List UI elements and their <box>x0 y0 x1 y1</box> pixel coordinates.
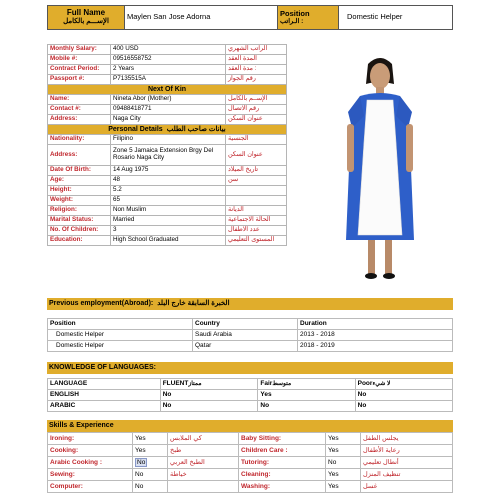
skill-label: Computer: <box>48 481 133 493</box>
position-label-cell <box>278 6 339 30</box>
table-row <box>48 330 453 341</box>
employment-title-bar <box>47 298 453 310</box>
skill-label-ar: الطبخ العربي <box>168 457 239 469</box>
info-row <box>48 166 287 176</box>
info-value: Naga City <box>111 115 226 125</box>
employment-cell: 2018 - 2019 <box>298 341 453 352</box>
language-header-ar: متوسط <box>272 381 292 388</box>
skill-label: Arabic Cooking : <box>48 457 133 469</box>
language-header: LANGUAGE <box>50 380 88 388</box>
skill-label-ar: أنطال تعليمي <box>361 457 453 469</box>
info-value: 48 <box>111 176 226 186</box>
info-label: Passport #: <box>48 75 111 85</box>
info-row <box>48 45 287 55</box>
info-label-ar: الحالة الاجتماعية <box>226 216 287 226</box>
info-value: 3 <box>111 226 226 236</box>
skill-value-text: Yes <box>135 446 146 454</box>
info-label: Date Of Birth: <box>48 166 111 176</box>
info-label-ar <box>226 186 287 196</box>
info-label-ar: رقم الجواز <box>226 75 287 85</box>
info-value: 65 <box>111 196 226 206</box>
info-row <box>48 226 287 236</box>
skill-value: Yes <box>326 433 361 445</box>
position-label: Position <box>280 8 310 18</box>
info-value: High School Graduated <box>111 236 226 246</box>
info-label-ar: المدة العقد <box>226 55 287 65</box>
info-value: Zone 5 Jamaica Extension Brgy Del Rosario Naga City <box>111 145 226 166</box>
language-header-cell <box>258 379 355 390</box>
skills-table <box>47 432 453 493</box>
skill-value <box>133 433 168 445</box>
skill-label: Ironing: <box>48 433 133 445</box>
info-value: 2 Years <box>111 65 226 75</box>
skills-title: Skills & Experience <box>49 422 114 429</box>
employment-cell: Qatar <box>193 341 298 352</box>
info-row <box>48 236 287 246</box>
info-value: 400 USD <box>111 45 226 55</box>
skill-value-text: No <box>135 482 144 490</box>
info-row <box>48 176 287 186</box>
language-cell: No <box>160 390 258 401</box>
info-value: Non Muslim <box>111 206 226 216</box>
info-row <box>48 115 287 125</box>
skill-label: Cooking: <box>48 445 133 457</box>
info-row <box>48 65 287 75</box>
skill-row <box>48 433 453 445</box>
info-label: Contract Period: <box>48 65 111 75</box>
skill-label: Cleaning: <box>239 469 326 481</box>
table-row <box>48 401 453 412</box>
info-row <box>48 75 287 85</box>
info-label: Marital Status: <box>48 216 111 226</box>
employment-header-cell: Duration <box>298 319 453 330</box>
skill-value <box>133 469 168 481</box>
skill-value <box>133 481 168 493</box>
languages-title: KNOWLEDGE OF LANGUAGES: <box>49 364 156 371</box>
position-label-ar: الـراتب : <box>280 18 304 26</box>
header-strip <box>47 5 453 30</box>
language-cell: ARABIC <box>48 401 161 412</box>
skill-label-ar: يجلس الطفل <box>361 433 453 445</box>
info-label-ar: الديانة <box>226 206 287 216</box>
info-row <box>48 105 287 115</box>
employment-header-cell: Position <box>48 319 193 330</box>
info-value: Married <box>111 216 226 226</box>
employment-header-row <box>48 319 453 330</box>
info-value: Filipino <box>111 135 226 145</box>
full-name-label-cell <box>48 6 125 30</box>
skill-label-ar: غسل <box>361 481 453 493</box>
personal-details-band-text: Personal Details <box>108 125 163 133</box>
employment-cell: Saudi Arabia <box>193 330 298 341</box>
skill-value-text: No <box>137 458 146 466</box>
info-value: P7135515A <box>111 75 226 85</box>
full-name-label-ar: الإســـم بالكامل <box>63 18 109 26</box>
employment-cell: Domestic Helper <box>48 341 193 352</box>
skill-value: No <box>326 457 361 469</box>
info-label: Address: <box>48 145 111 166</box>
info-value: 5.2 <box>111 186 226 196</box>
language-header-cell <box>355 379 452 390</box>
language-header-cell <box>48 379 161 390</box>
skill-label: Baby Sitting: <box>239 433 326 445</box>
info-label-ar: عنوان السكن <box>226 115 287 125</box>
info-label-ar: مدة العقد : <box>226 65 287 75</box>
language-header-row <box>48 379 453 390</box>
skill-row <box>48 469 453 481</box>
info-label: Address: <box>48 115 111 125</box>
skill-value-text: No <box>135 470 144 478</box>
next-of-kin-band-text: Next Of Kin <box>147 85 187 93</box>
language-header: FLUENT <box>162 380 189 388</box>
language-header: Fair <box>260 380 273 388</box>
info-row <box>48 196 287 206</box>
info-row <box>48 145 287 166</box>
language-cell: No <box>355 390 452 401</box>
skill-label: Sewing: <box>48 469 133 481</box>
skills-title-bar <box>47 420 453 432</box>
info-row <box>48 95 287 105</box>
info-label-ar: سن <box>226 176 287 186</box>
skill-value-text: Yes <box>135 434 146 442</box>
skill-value <box>133 457 168 469</box>
languages-title-bar <box>47 362 453 374</box>
info-row <box>48 216 287 226</box>
language-header-ar: ممتاز <box>188 381 202 388</box>
applicant-info-table <box>47 44 287 246</box>
info-label: Height: <box>48 186 111 196</box>
info-label: Religion: <box>48 206 111 216</box>
language-cell: No <box>258 401 355 412</box>
info-row <box>48 206 287 216</box>
info-value: 09516558752 <box>111 55 226 65</box>
language-header-cell <box>160 379 258 390</box>
personal-details-band <box>48 125 287 135</box>
info-label-ar: تاريخ الميلاد <box>226 166 287 176</box>
table-row <box>48 341 453 352</box>
skill-value: Yes <box>326 481 361 493</box>
skill-label: Washing: <box>239 481 326 493</box>
info-label-ar: عدد الاطفال <box>226 226 287 236</box>
person-photo <box>330 50 430 285</box>
skill-row <box>48 481 453 493</box>
skill-label-ar: خياطة <box>168 469 239 481</box>
info-label: Name: <box>48 95 111 105</box>
personal-details-band-text-ar: بيانات صاحب الطلب <box>166 125 226 133</box>
skill-value <box>133 445 168 457</box>
info-label-ar: المستوى التعليمي <box>226 236 287 246</box>
employment-table <box>47 318 453 352</box>
full-name-label: Full Name <box>66 8 106 18</box>
employment-title: Previous employment(Abroad): <box>49 300 154 307</box>
info-label: Age: <box>48 176 111 186</box>
employment-cell: Domestic Helper <box>48 330 193 341</box>
skill-label: Children Care : <box>239 445 326 457</box>
info-value: 14 Aug 1975 <box>111 166 226 176</box>
info-label: Education: <box>48 236 111 246</box>
skill-label-ar: رعاية الأطفال <box>361 445 453 457</box>
skill-value: Yes <box>326 445 361 457</box>
info-label: Contact #: <box>48 105 111 115</box>
skill-row <box>48 445 453 457</box>
skill-label-ar: طبخ <box>168 445 239 457</box>
personal-details-band-row <box>48 125 287 135</box>
skill-label: Tutoring: <box>239 457 326 469</box>
table-row <box>48 390 453 401</box>
language-cell: ENGLISH <box>48 390 161 401</box>
info-label: Nationality: <box>48 135 111 145</box>
skill-label-ar <box>168 481 239 493</box>
info-label-ar: عنوان السكن <box>226 145 287 166</box>
employment-cell: 2013 - 2018 <box>298 330 453 341</box>
language-cell: Yes <box>258 390 355 401</box>
info-label: No. Of Children: <box>48 226 111 236</box>
info-row <box>48 135 287 145</box>
info-label-ar: الإســم بالكامل <box>226 95 287 105</box>
info-label-ar <box>226 196 287 206</box>
language-cell: No <box>160 401 258 412</box>
language-header: Poor <box>357 380 373 388</box>
employment-header-cell: Country <box>193 319 298 330</box>
info-value: 09488418771 <box>111 105 226 115</box>
position-value: Domestic Helper <box>339 6 453 30</box>
skill-value: Yes <box>326 469 361 481</box>
info-label: Weight: <box>48 196 111 206</box>
next-of-kin-band-row <box>48 85 287 95</box>
info-value: Nineta Abor (Mother) <box>111 95 226 105</box>
next-of-kin-band <box>48 85 287 95</box>
info-label-ar: رقم الاتصال <box>226 105 287 115</box>
info-label: Mobile #: <box>48 55 111 65</box>
info-row <box>48 186 287 196</box>
info-label-ar: الراتب الشهري <box>226 45 287 55</box>
skill-label-ar: تنظيف المنزل <box>361 469 453 481</box>
full-name-value: Maylen San Jose Adorna <box>125 6 278 30</box>
languages-table <box>47 378 453 412</box>
skill-label-ar: كي الملابس <box>168 433 239 445</box>
skill-row <box>48 457 453 469</box>
language-cell: No <box>355 401 452 412</box>
info-label: Monthly Salary: <box>48 45 111 55</box>
info-label-ar: الجنسية <box>226 135 287 145</box>
info-row <box>48 55 287 65</box>
language-header-ar: لا شيء <box>372 381 391 388</box>
employment-title-ar: الخبرة السابقة خارج البلد <box>157 300 230 307</box>
